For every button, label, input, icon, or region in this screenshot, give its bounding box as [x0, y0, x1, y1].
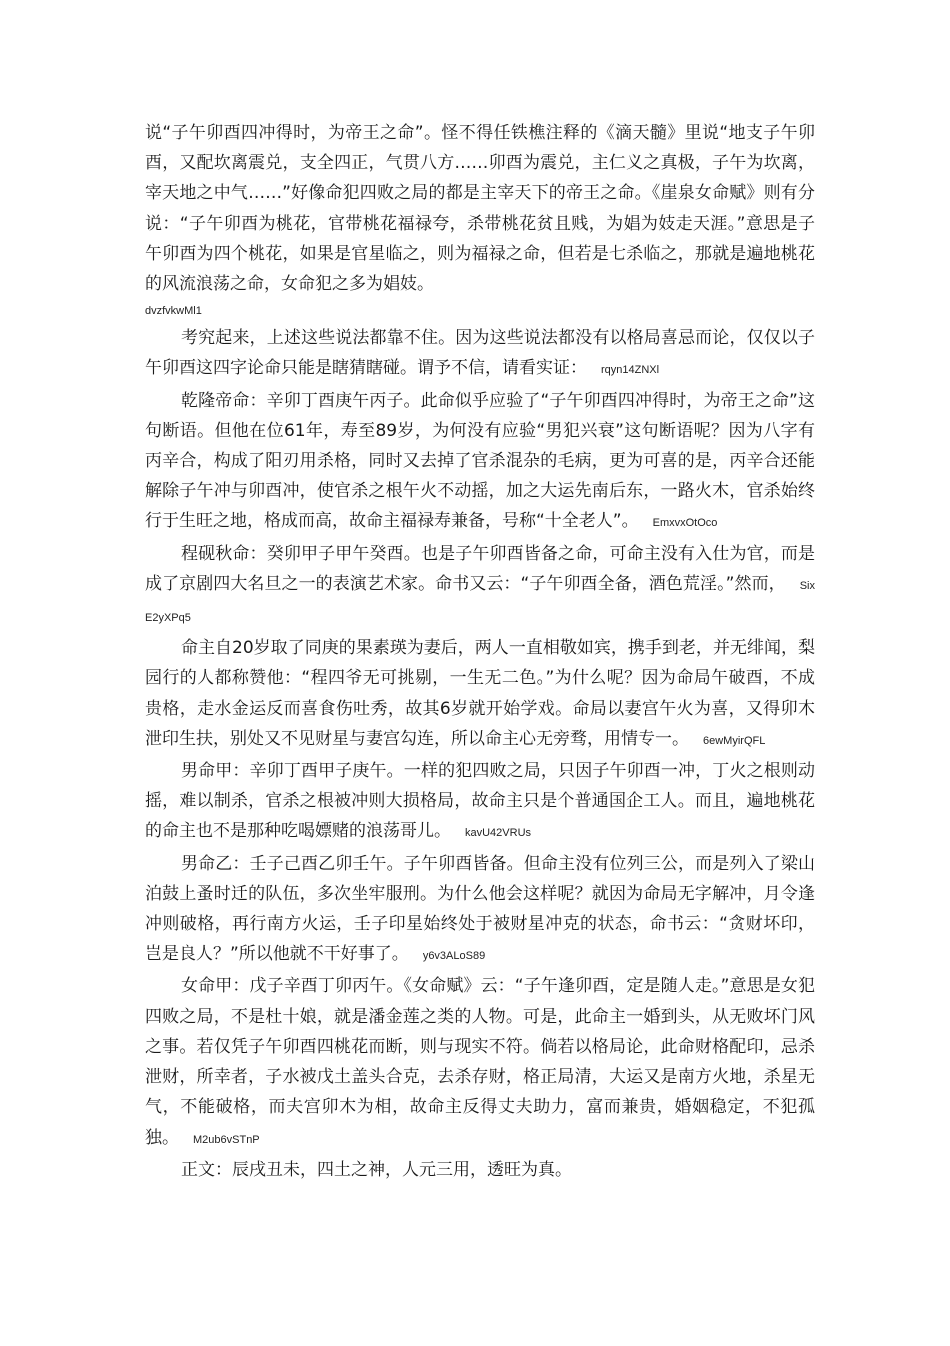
paragraph-text: 说“子午卯酉四冲得时，为帝王之命”。怪不得任铁樵注释的《滴天髓》里说“地支子午卯酉，又配坎离震兑，支全四正，气贯八方……卯酉为震兑，主仁义之真极，子午为坎离，宰天地之中气……”好像命犯四败之局的都是主宰天下的帝王之命。《崖泉女命赋》则有分说：“子午卯酉为桃花，官带桃花福禄夸，杀带桃花贫且贱，为娼为妓走天涯。”意思是子午卯酉为四个桃花，如果是官星临之，则为福禄之命，但若是七杀临之，那就是遍地桃花的风流浪荡之命，女命犯之多为娼妓。 — [145, 123, 815, 295]
paragraph-4 — [145, 539, 815, 634]
paragraph-code: EmxvxOtOco — [652, 517, 718, 530]
paragraph-text: 考究起来，上述这些说法都靠不住。因为这些说法都没有以格局喜忌而论，仅仅以子午卯酉这四字论命只能是瞎猜瞎碰。谓予不信，请看实证： — [145, 328, 815, 379]
paragraph-text: 程砚秋命：癸卯甲子甲午癸酉。也是子午卯酉皆备之命，可命主没有入仕为官，而是成了京剧四大名旦之一的表演艺术家。命书又云：“子午卯酉全备，酒色荒淫。”然而， — [145, 543, 815, 594]
paragraph-3 — [145, 386, 815, 539]
paragraph-text: 正文：辰戌丑未，四土之神，人元三用，透旺为真。 — [181, 1159, 572, 1180]
paragraph-code: M2ub6vSTnP — [193, 1133, 260, 1146]
paragraph-8 — [145, 971, 815, 1154]
paragraph-code: rqyn14ZNXl — [601, 364, 660, 377]
paragraph-code: SixE2yXPq5 — [145, 579, 815, 625]
paragraph-code: y6v3ALoS89 — [422, 950, 486, 963]
paragraph-6 — [145, 756, 815, 849]
paragraph-text: 命主自20岁取了同庚的果素瑛为妻后，两人一直相敬如宾，携手到老，并无绯闻，梨园行的人都称赞他：“程四爷无可挑剔，一生无二色。”为什么呢？因为命局午破酉，不成贵格，走水金运反而喜食伤吐秀，故其6岁就开始学戏。命局以妻宫午火为喜，又得卯木泄印生扶，别处又不见财星与妻宫勾连，所以命主心无旁骛，用情专一。 — [145, 638, 815, 749]
paragraph-text: 男命乙：壬子己酉乙卯壬午。子午卯酉皆备。但命主没有位列三公，而是列入了梁山泊鼓上蚤时迁的队伍，多次坐牢服刑。为什么他会这样呢？就因为命局无字解冲，月令逢冲则破格，再行南方火运，壬子印星始终处于被财星冲克的状态，命书云：“贪财坏印，岂是良人？”所以他就不干好事了。 — [145, 853, 815, 965]
paragraph-text: 乾隆帝命：辛卯丁酉庚午丙子。此命似乎应验了“子午卯酉四冲得时，为帝王之命”这句断语。但他在位61年，寿至89岁，为何没有应验“男犯兴衰”这句断语呢？因为八字有丙辛合，构成了阳刃用杀格，同时又去掉了官杀混杂的毛病，更为可喜的是，丙辛合还能解除子午冲与卯酉冲，使官杀之根午火不动摇，加之大运先南后东，一路火木，官杀始终行于生旺之地，格成而高，故命主福禄寿兼备，号称“十全老人”。 — [145, 390, 815, 532]
paragraph-7 — [145, 849, 815, 972]
paragraph-9 — [145, 1155, 815, 1185]
paragraph-text: 男命甲：辛卯丁酉甲子庚午。一样的犯四败之局，只因子午卯酉一冲，丁火之根则动摇，难以制杀，官杀之根被冲则大损格局，故命主只是个普通国企工人。而且，遍地桃花的命主也不是那种吃喝嫖赌的浪荡哥儿。 — [145, 761, 815, 842]
document-body — [145, 118, 815, 1185]
paragraph-text: 女命甲：戊子辛酉丁卯丙午。《女命赋》云：“子午逢卯酉，定是随人走。”意思是女犯四败之局，不是杜十娘，就是潘金莲之类的人物。可是，此命主一婚到头，从无败坏门风之事。若仅凭子午卯酉四桃花而断，则与现实不符。倘若以格局论，此命财格配印，忌杀泄财，所幸者，子水被戊土盖头合克，去杀存财，格正局清，大运又是南方火地，杀星无气，不能破格，而夫宫卯木为相，故命主反得丈夫助力，富而兼贵，婚姻稳定，不犯孤独。 — [145, 976, 815, 1148]
paragraph-code: 6ewMyirQFL — [703, 734, 766, 747]
paragraph-code: kavU42VRUs — [465, 827, 532, 840]
paragraph-2 — [145, 323, 815, 385]
paragraph-1 — [145, 118, 815, 323]
paragraph-code: dvzfvkwMl1 — [145, 305, 202, 318]
paragraph-5 — [145, 633, 815, 756]
